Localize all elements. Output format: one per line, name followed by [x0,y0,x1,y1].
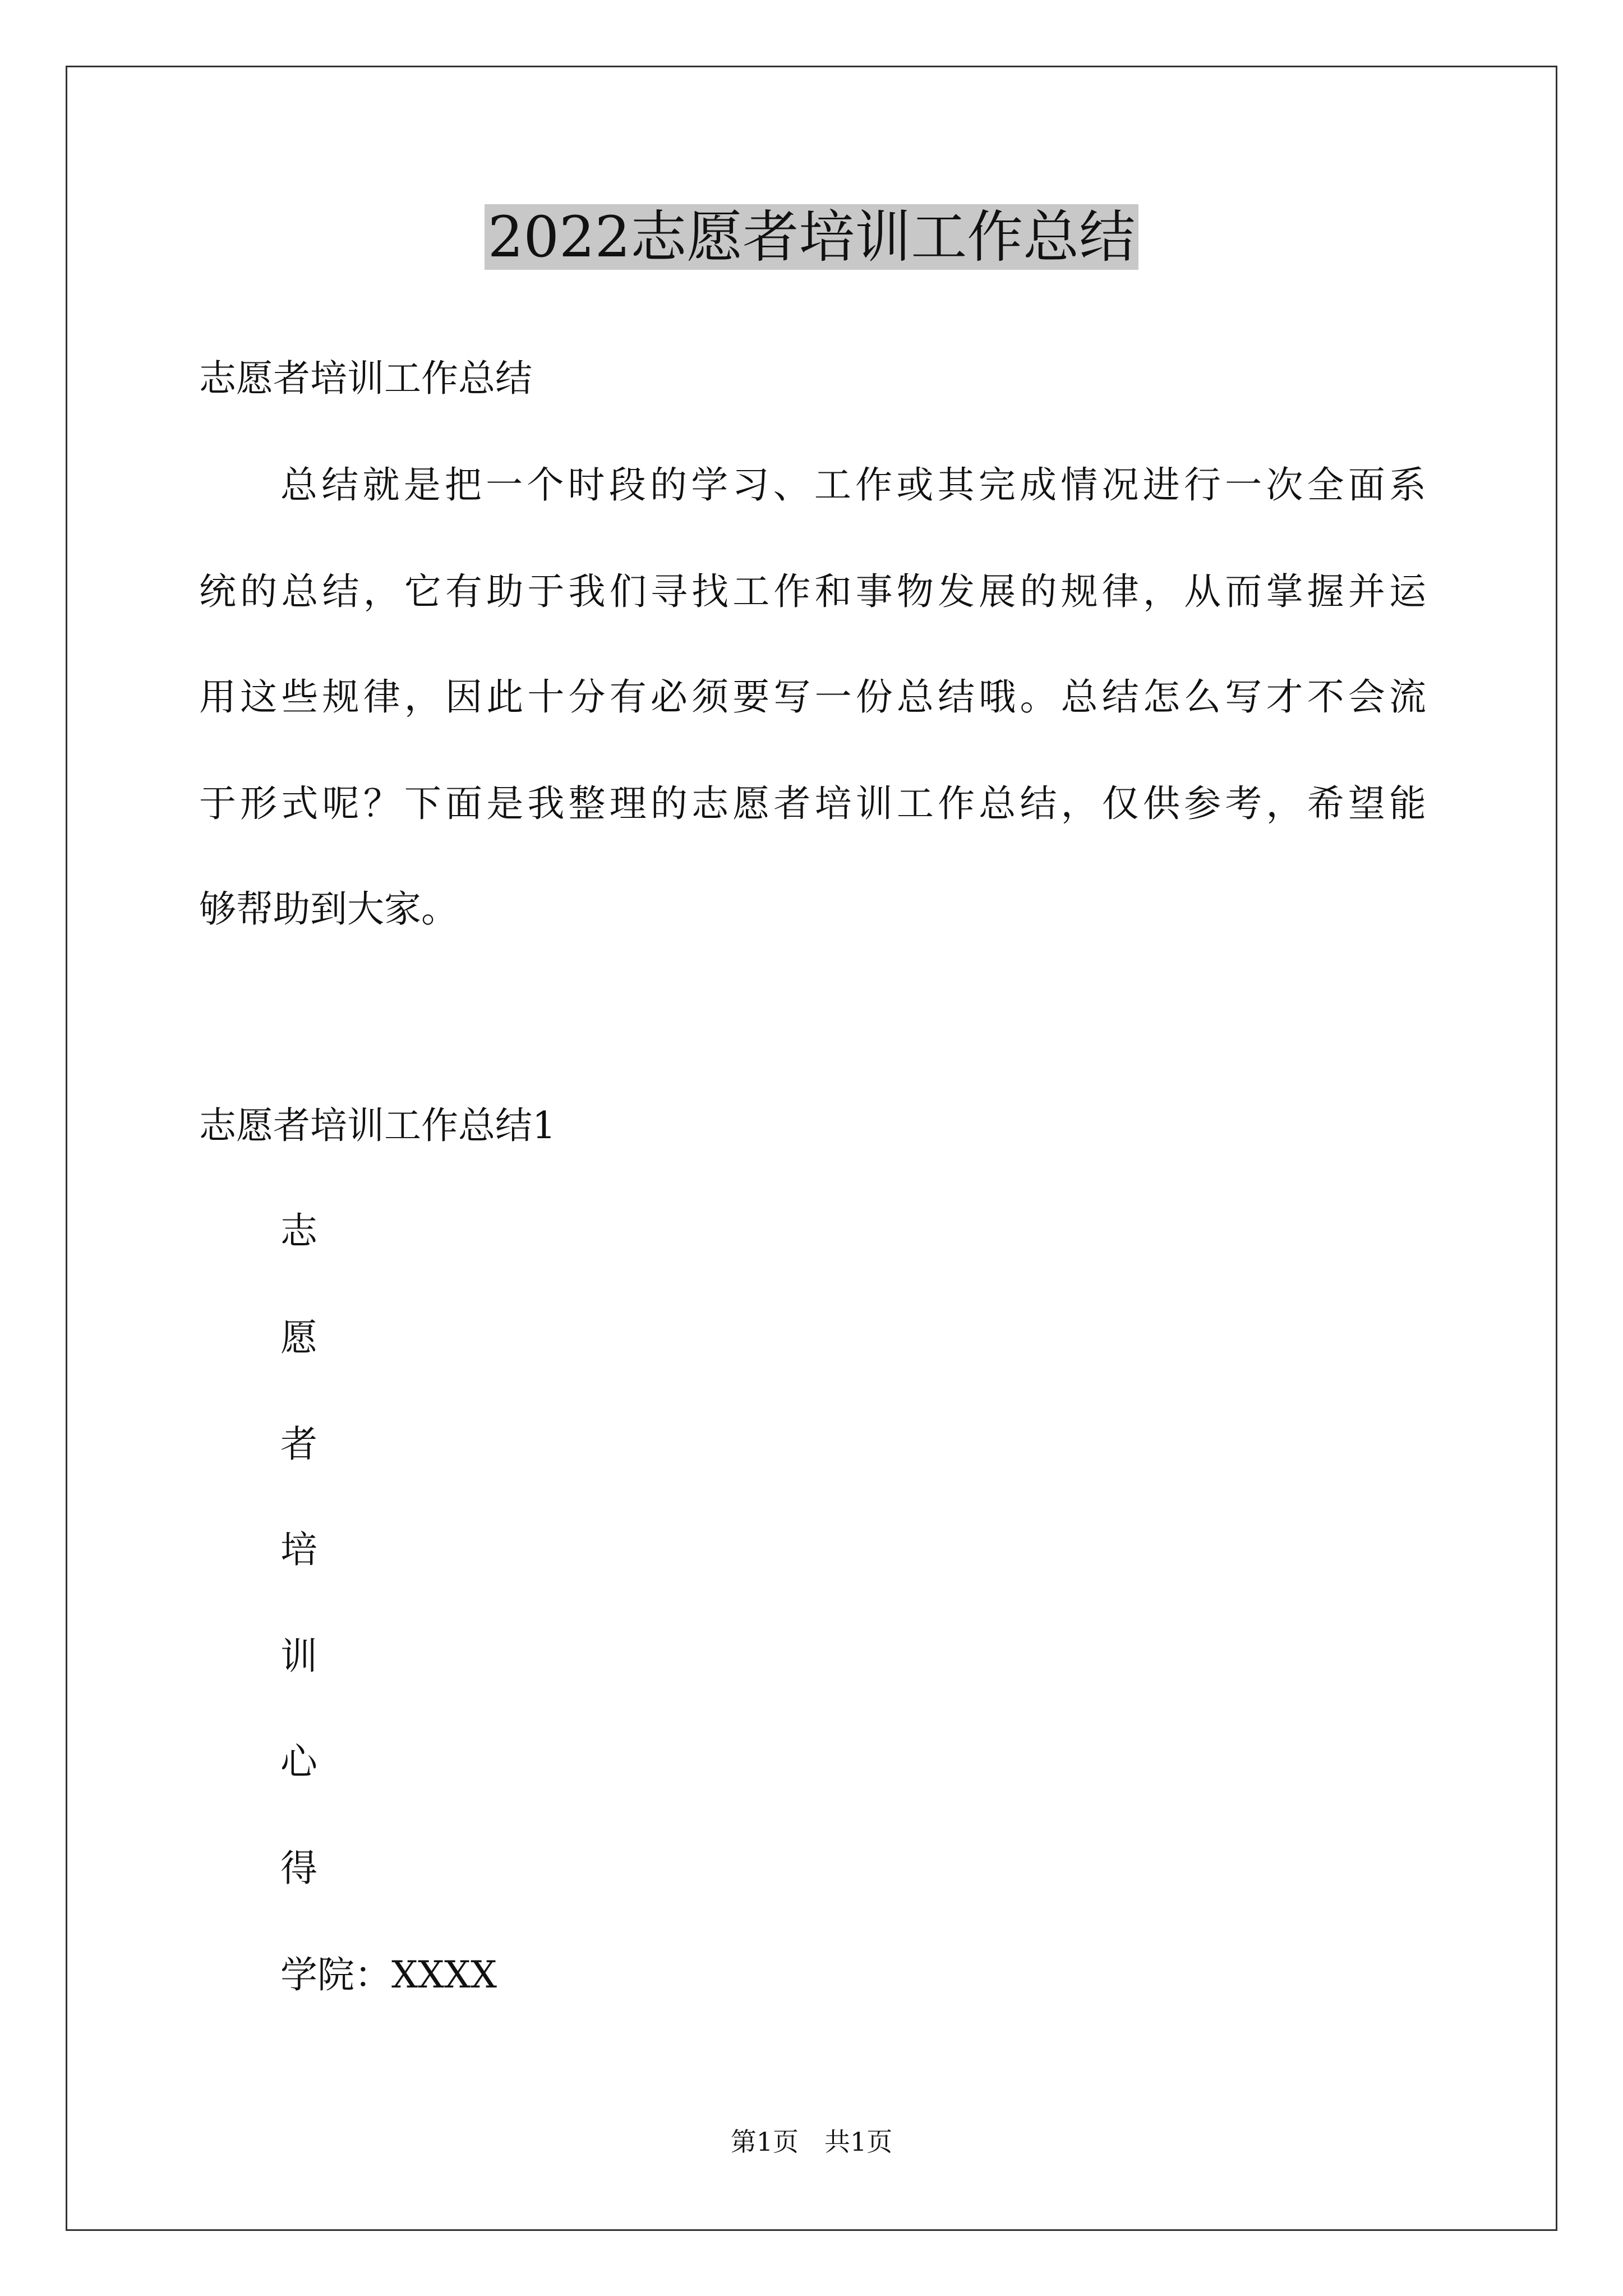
college-line: 学院：XXXX [280,1953,497,1996]
vertical-char-4: 培 [280,1528,317,1571]
document-title [0,195,1623,279]
intro-line-3: 用这些规律，因此十分有必须要写一份总结哦。总结怎么写才不会流 [199,675,1426,719]
intro-line-5: 够帮助到大家。 [199,887,458,931]
document-title-text: 2022志愿者培训工作总结 [485,204,1139,270]
vertical-char-3: 者 [280,1423,317,1466]
vertical-char-5: 训 [280,1635,317,1678]
vertical-char-1: 志 [280,1209,317,1253]
subtitle: 志愿者培训工作总结 [199,357,532,400]
page-footer: 第1页 共1页 [730,2127,893,2157]
vertical-char-2: 愿 [280,1316,317,1359]
vertical-char-7: 得 [280,1847,317,1890]
intro-line-2: 统的总结，它有助于我们寻找工作和事物发展的规律，从而掌握并运 [199,570,1426,613]
vertical-char-6: 心 [280,1740,317,1783]
intro-line-1: 总结就是把一个时段的学习、工作或其完成情况进行一次全面系 [280,463,1426,507]
intro-line-4: 于形式呢？下面是我整理的志愿者培训工作总结，仅供参考，希望能 [199,782,1426,825]
section-heading: 志愿者培训工作总结1 [199,1104,556,1147]
